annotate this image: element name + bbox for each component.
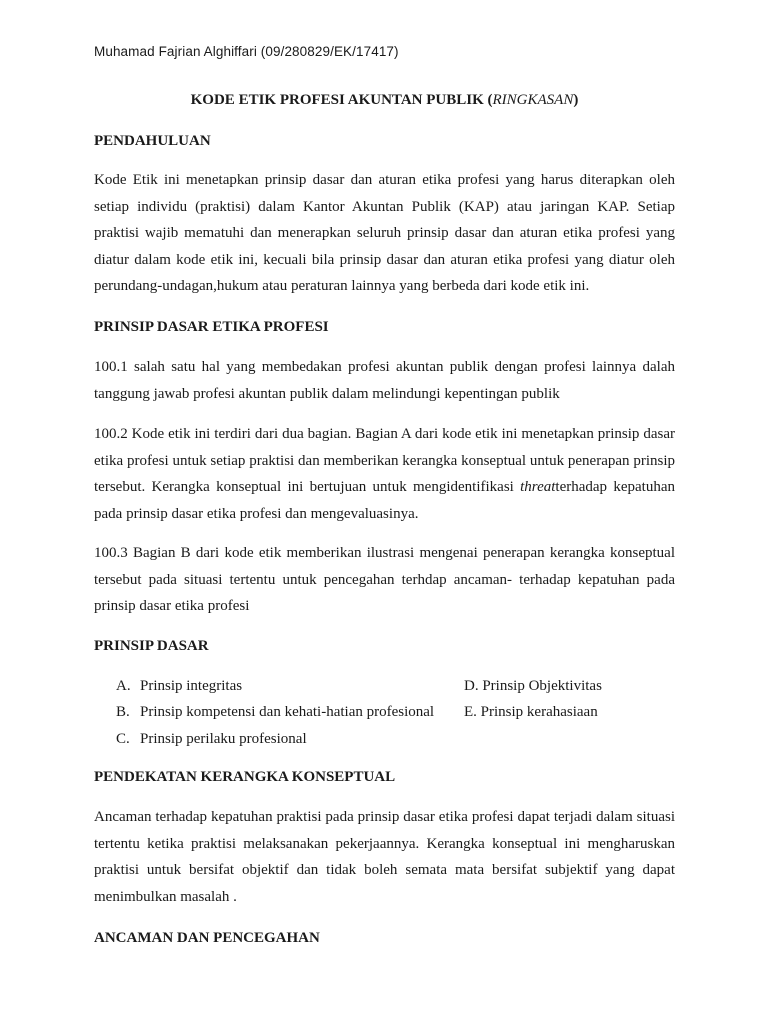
title-italic: RINGKASAN — [492, 92, 574, 108]
paragraph-pendekatan: Ancaman terhadap kepatuhan praktisi pada prinsip dasar etika profesi dapat terjadi dalam situasi tertentu ketika praktisi melaksanakan pekerjaannya. Kerangka konseptual ini mengharuskan praktisi untuk bersifat objektif dan tidak boleh semata mata bersifat subjektif yang dapat menimbulkan masalah . — [94, 809, 675, 905]
paragraph-pendahuluan: Kode Etik ini menetapkan prinsip dasar dan aturan etika profesi yang harus diterapkan oleh setiap individu (praktisi) dalam Kantor Akuntan Publik (KAP) atau jaringan KAP. Setiap praktisi wajib mematuhi dan menerapkan seluruh prinsip dasar dan aturan etika profesi yang diatur dalam kode etik ini, kecuali bila prinsip dasar dan aturan etika profesi yang diatur oleh perundang-undagan,hukum atau peraturan lainnya yang berbeda dari kode etik ini. — [94, 172, 675, 294]
heading-prinsip-dasar: PRINSIP DASAR — [94, 638, 209, 654]
heading-prinsip-dasar-etika: PRINSIP DASAR ETIKA PROFESI — [94, 319, 329, 335]
list-item-right: D. Prinsip Objektivitas — [464, 678, 602, 694]
author-header: Muhamad Fajrian Alghiffari (09/280829/EK/17417) — [94, 44, 399, 59]
paragraph-100-3: 100.3 Bagian B dari kode etik memberikan ilustrasi mengenai penerapan kerangka konseptual tersebut pada situasi tertentu untuk pencegahan terhdap ancaman- terhadap kepatuhan pada prinsip dasar etika profesi — [94, 545, 675, 614]
paragraph-100-2: 100.2 Kode etik ini terdiri dari dua bagian. Bagian A dari kode etik ini menetapkan prinsip dasar etika profesi untuk setiap praktisi dan memberikan kerangka konseptual untuk penerapan prinsip tersebut. Kerangka konseptual ini bertujuan untuk mengidentifikasi threatterhadap kepatuhan pada prinsip dasar etika profesi dan mengevaluasinya. — [94, 426, 676, 522]
heading-pendahuluan: PENDAHULUAN — [94, 133, 211, 149]
paragraph-100-1: 100.1 salah satu hal yang membedakan profesi akuntan publik dengan profesi lainnya dalah tanggung jawab profesi akuntan publik dalam melindungi kepentingan publik — [94, 359, 675, 402]
list-item-right: E. Prinsip kerahasiaan — [464, 704, 598, 720]
document-title: KODE ETIK PROFESI AKUNTAN PUBLIK (RINGKASAN) — [190, 92, 579, 108]
heading-pendekatan: PENDEKATAN KERANGKA KONSEPTUAL — [94, 769, 396, 785]
threat-italic: threat — [520, 479, 556, 495]
heading-ancaman: ANCAMAN DAN PENCEGAHAN — [94, 930, 320, 946]
